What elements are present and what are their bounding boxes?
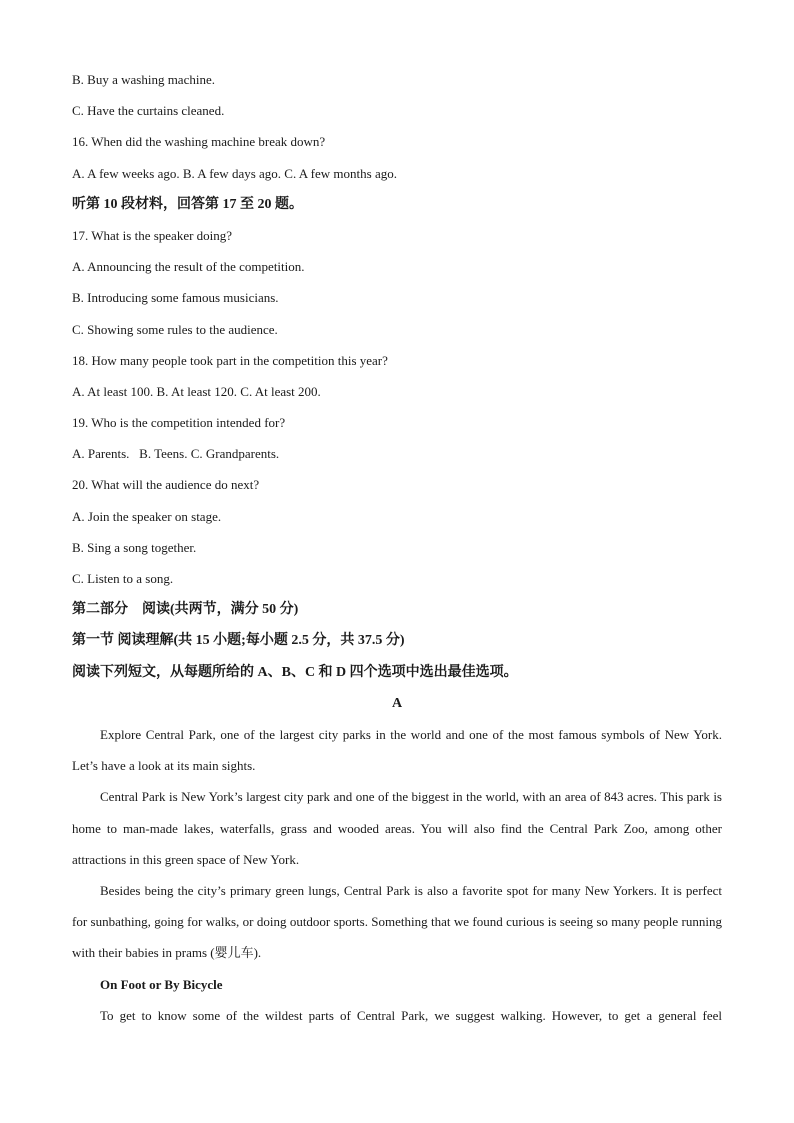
option-line: A. Join the speaker on stage. (72, 508, 222, 524)
question-line: 18. How many people took part in the competition this year? (72, 352, 388, 368)
question-line: 19. Who is the competition intended for? (72, 415, 286, 431)
document-page (72, 64, 722, 1031)
option-line: A. Parents. B. Teens. C. Grandparents. (72, 446, 280, 462)
option-line: B. Buy a washing machine. (72, 72, 215, 87)
question-line: 16. When did the washing machine break down? (72, 134, 326, 150)
passage-paragraph: To get to know some of the wildest parts of Central Park, we suggest walking. However, to get a general feel (100, 1007, 722, 1023)
section10-heading: 听第 10 段材料，回答第 17 至 20 题。 (72, 196, 303, 212)
passage-paragraph: Besides being the city’s primary green lungs, Central Park is also a favorite spot for many New Yorkers. It is perfect for sunbathing, going for walks, or doing outdoor sports. Something that we found curious is seeing so many people running with their babies in prams (婴儿车). (72, 882, 722, 961)
section1-heading: 第一节 阅读理解(共 15 小题;每小题 2.5 分，共 37.5 分) (72, 633, 405, 649)
option-line: B. Sing a song together. (72, 539, 197, 555)
passage-paragraph: Central Park is New York’s largest city park and one of the biggest in the world, with an area of 843 acres. This park is home to man-made lakes, waterfalls, grass and wooded areas. You will also find the Central Park Zoo, among other attractions in this green space of New York. (72, 789, 722, 867)
option-line: C. Showing some rules to the audience. (72, 321, 278, 337)
passage-paragraph: Explore Central Park, one of the largest city parks in the world and one of the most famous symbols of New York. Let’s have a look at its main sights. (72, 726, 722, 774)
passage-subheading: On Foot or By Bicycle (100, 976, 223, 992)
option-line: A. Announcing the result of the competition. (72, 259, 305, 275)
question-line: 20. What will the audience do next? (72, 477, 260, 493)
option-line: A. A few weeks ago. B. A few days ago. C. A few months ago. (72, 165, 397, 181)
option-line: A. At least 100. B. At least 120. C. At least 200. (72, 383, 321, 399)
option-line: C. Listen to a song. (72, 571, 174, 586)
passage-letter: A (391, 695, 403, 711)
instruction-line: 阅读下列短文，从每题所给的 A、B、C 和 D 四个选项中选出最佳选项。 (72, 664, 518, 680)
option-line: C. Have the curtains cleaned. (72, 103, 225, 119)
part2-heading: 第二部分 阅读(共两节，满分 50 分) (72, 602, 299, 618)
question-line: 17. What is the speaker doing? (72, 227, 233, 243)
option-line: B. Introducing some famous musicians. (72, 290, 279, 306)
